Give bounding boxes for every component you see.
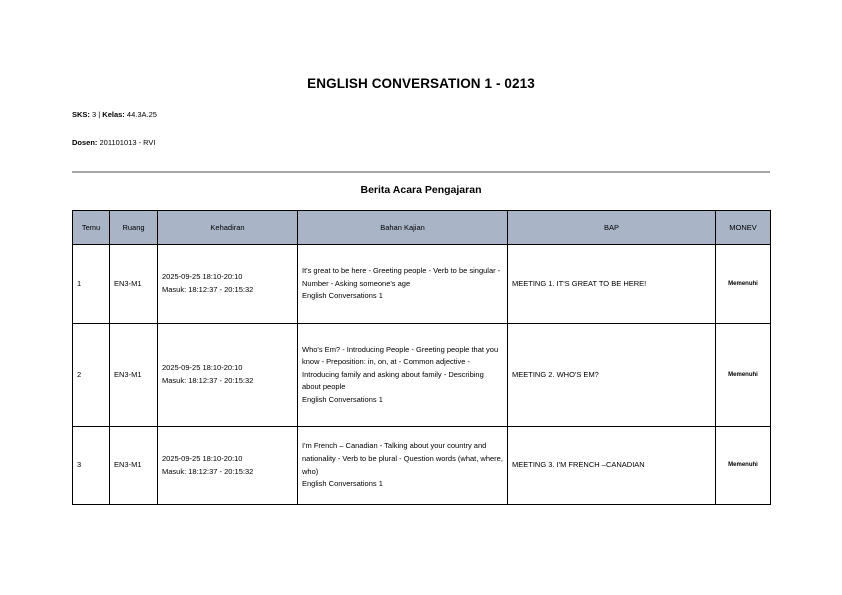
table-row <box>73 324 771 427</box>
cell-bap: MEETING 2. WHO'S EM? <box>508 324 716 427</box>
header-bap: BAP <box>508 211 716 245</box>
table-row <box>73 427 771 505</box>
cell-bahan-kajian <box>298 245 508 324</box>
bap-table <box>72 210 771 505</box>
kehadiran-jadwal: 2025-09-25 18:10-20:10 <box>162 363 243 373</box>
kelas-label: Kelas: <box>102 110 125 119</box>
bahan-text: Who's Em? - Introducing People - Greeting people that you know - Preposition: in, on, at - Common adjective - Introducing family and asking about family - Describing about people <box>302 344 499 392</box>
sks-value: 3 | <box>89 110 103 119</box>
cell-bap: MEETING 3. I'M FRENCH –CANADIAN <box>508 427 716 505</box>
cell-monev: Memenuhi <box>716 324 771 427</box>
header-bahan-kajian: Bahan Kajian <box>298 211 508 245</box>
table-header-row <box>73 211 771 245</box>
cell-monev: Memenuhi <box>716 427 771 505</box>
sks-label: SKS: <box>72 110 90 119</box>
bahan-text: It's great to be here - Greeting people - Verb to be singular - Number - Asking someone's age <box>302 266 501 288</box>
bahan-buku: English Conversations 1 <box>302 479 383 489</box>
cell-bap: MEETING 1. IT'S GREAT TO BE HERE! <box>508 245 716 324</box>
kehadiran-jadwal: 2025-09-25 18:10-20:10 <box>162 453 243 463</box>
cell-kehadiran <box>158 427 298 505</box>
kehadiran-masuk: Masuk: 18:12:37 - 20:15:32 <box>162 285 254 294</box>
cell-temu: 2 <box>73 324 110 427</box>
bahan-buku: English Conversations 1 <box>302 291 383 301</box>
kehadiran-jadwal: 2025-09-25 18:10-20:10 <box>162 272 243 282</box>
kelas-value: 44.3A.25 <box>124 110 157 119</box>
dosen-value: 201101013 - RVI <box>97 138 156 147</box>
header-monev: MONEV <box>716 211 771 245</box>
cell-kehadiran <box>158 245 298 324</box>
divider <box>72 171 770 173</box>
cell-monev: Memenuhi <box>716 245 771 324</box>
section-title: Berita Acara Pengajaran <box>360 184 482 196</box>
cell-bahan-kajian <box>298 427 508 505</box>
header-kehadiran: Kehadiran <box>158 211 298 245</box>
course-info <box>72 110 157 119</box>
header-temu: Temu <box>73 211 110 245</box>
dosen-label: Dosen: <box>72 138 98 147</box>
kehadiran-masuk: Masuk: 18:12:37 - 20:15:32 <box>162 376 254 385</box>
table-row <box>73 245 771 324</box>
lecturer-info <box>72 138 156 147</box>
header-ruang: Ruang <box>110 211 158 245</box>
cell-ruang: EN3-M1 <box>110 245 158 324</box>
document-title: ENGLISH CONVERSATION 1 - 0213 <box>307 76 535 91</box>
cell-temu: 1 <box>73 245 110 324</box>
cell-temu: 3 <box>73 427 110 505</box>
cell-kehadiran <box>158 324 298 427</box>
bahan-text: I'm French – Canadian - Talking about your country and nationality - Verb to be plural - Question words (what, where, who) <box>302 441 503 476</box>
cell-ruang: EN3-M1 <box>110 427 158 505</box>
cell-ruang: EN3-M1 <box>110 324 158 427</box>
kehadiran-masuk: Masuk: 18:12:37 - 20:15:32 <box>162 466 254 476</box>
cell-bahan-kajian <box>298 324 508 427</box>
bahan-buku: English Conversations 1 <box>302 394 383 404</box>
